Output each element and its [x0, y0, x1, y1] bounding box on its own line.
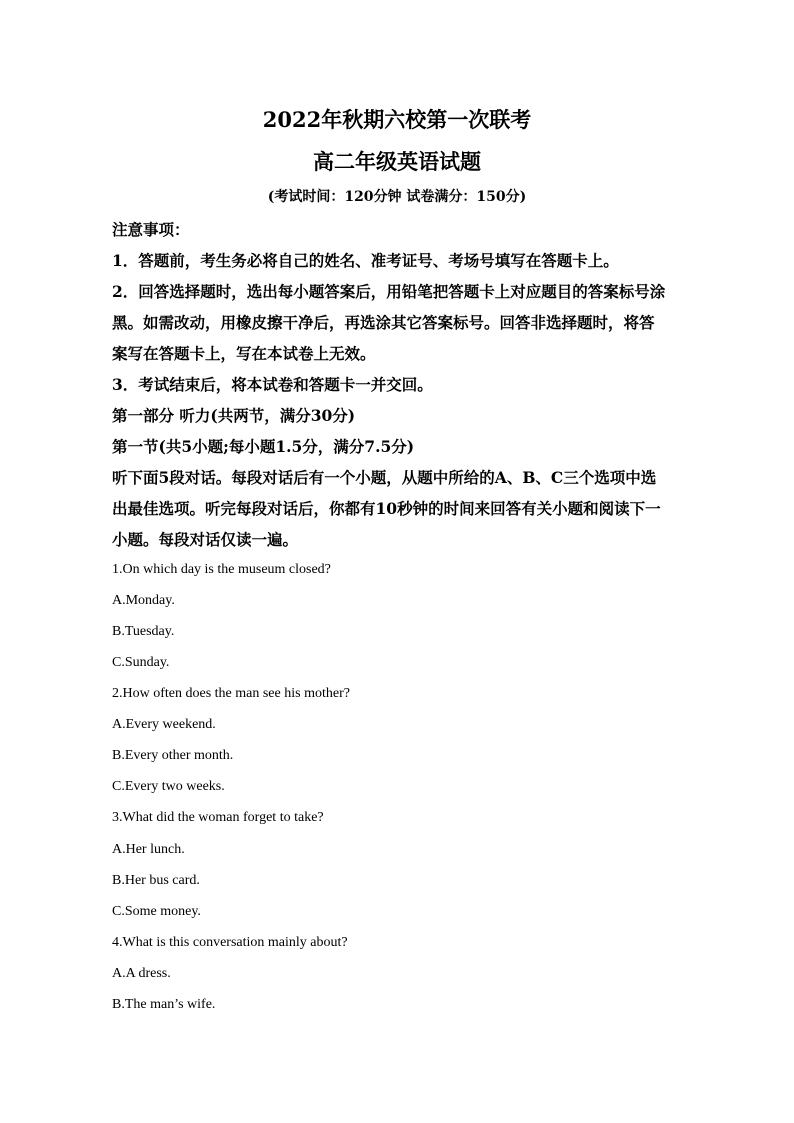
instruction-line: 听下面5段对话。每段对话后有一个小题，从题中所给的A、B、C三个选项中选	[112, 468, 657, 487]
section-part-heading: 第一部分 听力(共两节，满分30分)	[112, 406, 356, 425]
exam-info: (考试时间：120分钟 试卷满分：150分)	[267, 189, 527, 205]
note-line: 案写在答题卡上，写在本试卷上无效。	[112, 344, 376, 363]
answer-option: B.Every other month.	[112, 748, 234, 763]
answer-option: A.A dress.	[112, 966, 171, 981]
answer-option: A.Her lunch.	[112, 842, 185, 857]
question-stem: 1.On which day is the museum closed?	[112, 562, 331, 577]
answer-option: C.Some money.	[112, 904, 201, 919]
answer-option: B.Her bus card.	[112, 873, 200, 888]
instruction-line: 出最佳选项。听完每段对话后，你都有10秒钟的时间来回答有关小题和阅读下一	[112, 499, 661, 518]
answer-option: A.Every weekend.	[112, 717, 216, 732]
question-stem: 4.What is this conversation mainly about?	[112, 935, 348, 950]
exam-subtitle: 高二年级英语试题	[313, 149, 481, 174]
answer-option: B.The man’s wife.	[112, 997, 216, 1012]
section-subsection-heading: 第一节(共5小题;每小题1.5分，满分7.5分)	[112, 437, 415, 456]
answer-option: C.Every two weeks.	[112, 779, 225, 794]
question-stem: 2.How often does the man see his mother?	[112, 686, 350, 701]
instruction-line: 小题。每段对话仅读一遍。	[112, 530, 299, 549]
answer-option: C.Sunday.	[112, 655, 170, 670]
answer-option: A.Monday.	[112, 593, 175, 608]
answer-option: B.Tuesday.	[112, 624, 175, 639]
note-line: 黑。如需改动，用橡皮擦干净后，再选涂其它答案标号。回答非选择题时，将答	[112, 313, 655, 332]
note-line: 3．考试结束后，将本试卷和答题卡一并交回。	[112, 375, 433, 394]
note-line: 2．回答选择题时，选出每小题答案后，用铅笔把答题卡上对应题目的答案标号涂	[112, 282, 666, 301]
question-stem: 3.What did the woman forget to take?	[112, 810, 324, 825]
notes-heading: 注意事项：	[112, 220, 190, 239]
note-line: 1．答题前，考生务必将自己的姓名、准考证号、考场号填写在答题卡上。	[112, 251, 619, 270]
exam-title: 2022年秋期六校第一次联考	[262, 107, 532, 132]
